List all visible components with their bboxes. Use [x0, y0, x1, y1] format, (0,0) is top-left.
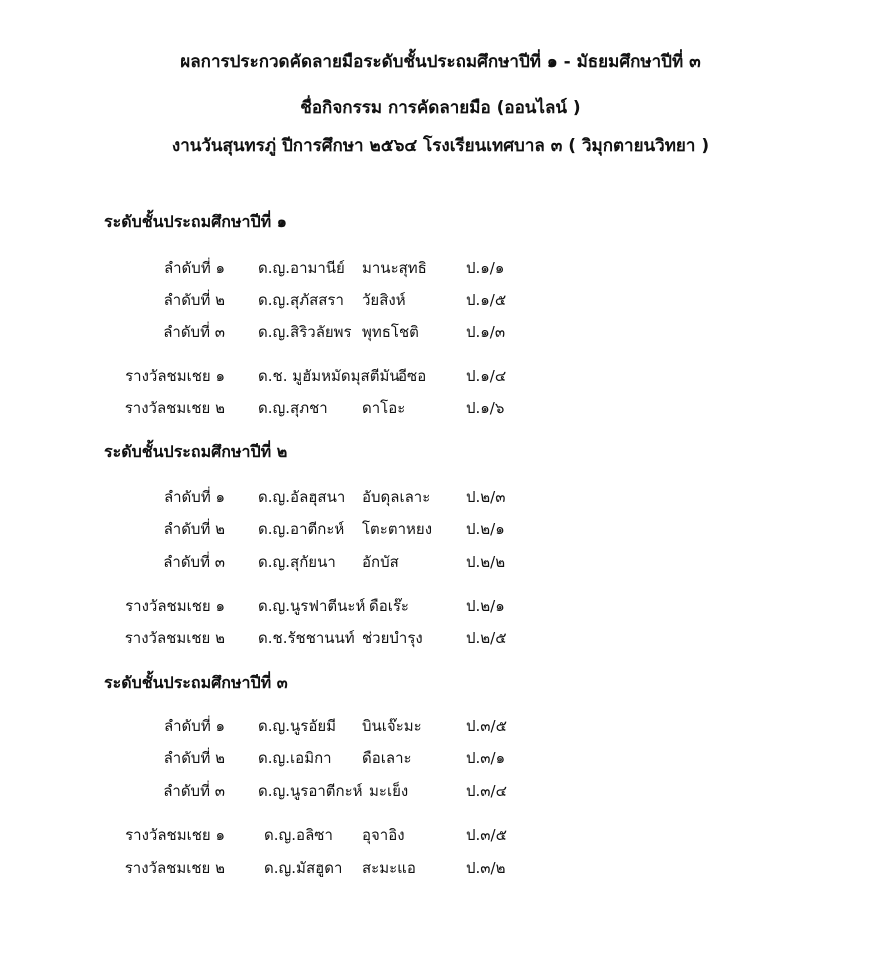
student-surname: วัยสิงห์ [362, 291, 406, 309]
student-surname: ช่วยบำรุง [362, 629, 423, 647]
student-surname: ดาโอะ [362, 399, 406, 417]
student-surname: อุจาอิง [362, 826, 405, 844]
student-name: ด.ญ.นูรอัยมี [258, 717, 337, 735]
result-row [0, 396, 881, 420]
rank-label: ลำดับที่ ๑ [163, 488, 225, 506]
result-row [0, 823, 881, 847]
student-surname: อับดุลเลาะ [362, 488, 431, 506]
section-title-p1: ระดับชั้นประถมศึกษาปีที่ ๑ [104, 212, 287, 231]
student-name: ด.ญ.มัสฮูดา [264, 859, 343, 877]
class-label: ป.๑/๕ [466, 291, 507, 309]
class-label: ป.๒/๕ [466, 629, 507, 647]
student-surname: อักบัส [362, 553, 399, 571]
student-surname: บินเจ๊ะมะ [362, 717, 422, 735]
class-label: ป.๓/๒ [466, 859, 506, 877]
rank-label: ลำดับที่ ๑ [163, 717, 225, 735]
result-row [0, 364, 881, 388]
rank-label: ลำดับที่ ๑ [163, 259, 225, 277]
result-row [0, 517, 881, 541]
header-line-3: งานวันสุนทรภู่ ปีการศึกษา ๒๕๖๔ โรงเรียนเทศบาล ๓ ( วิมุกตายนวิทยา ) [171, 136, 710, 156]
rank-label: รางวัลชมเชย ๑ [125, 826, 225, 844]
result-row [0, 746, 881, 770]
student-surname: ดือเลาะ [362, 749, 412, 767]
student-name: ด.ช. มูฮัมหมัดมุสตีมัน [258, 367, 400, 385]
result-row [0, 714, 881, 738]
result-row [0, 626, 881, 650]
class-label: ป.๒/๑ [466, 520, 505, 538]
student-name: ด.ญ.นูรฟาตีนะห์ [258, 597, 366, 615]
student-name: ด.ญ.อาตีกะห์ [258, 520, 345, 538]
result-row [0, 320, 881, 344]
header-line-2: ชื่อกิจกรรม การคัดลายมือ (ออนไลน์ ) [300, 98, 581, 118]
class-label: ป.๒/๓ [466, 488, 506, 506]
student-name: ด.ญ.เอมิกา [258, 749, 332, 767]
class-label: ป.๒/๒ [466, 553, 506, 571]
result-row [0, 485, 881, 509]
class-label: ป.๓/๑ [466, 749, 506, 767]
section-title-p2: ระดับชั้นประถมศึกษาปีที่ ๒ [104, 442, 288, 461]
rank-label: ลำดับที่ ๓ [163, 782, 225, 800]
class-label: ป.๓/๕ [466, 717, 507, 735]
student-name: ด.ญ.อัลฮุสนา [258, 488, 346, 506]
student-surname: มานะสุทธิ [362, 259, 427, 277]
rank-label: ลำดับที่ ๓ [163, 553, 225, 571]
student-surname: พุทธโชติ [362, 323, 419, 341]
student-surname: ดือเร๊ะ [369, 597, 409, 615]
rank-label: รางวัลชมเชย ๑ [125, 597, 225, 615]
rank-label: รางวัลชมเชย ๒ [124, 629, 225, 647]
section-title-p3: ระดับชั้นประถมศึกษาปีที่ ๓ [104, 673, 288, 692]
student-name: ด.ญ.อามานีย์ [258, 259, 345, 277]
student-name: ด.ญ.สุภัสสรา [258, 291, 344, 309]
student-surname: อีซอ [398, 367, 427, 385]
rank-label: รางวัลชมเชย ๑ [125, 367, 225, 385]
student-name: ด.ช.รัชชานนท์ [258, 629, 355, 647]
class-label: ป.๓/๔ [466, 782, 507, 800]
result-row [0, 256, 881, 280]
student-name: ด.ญ.สิริวลัยพร [258, 323, 352, 341]
rank-label: รางวัลชมเชย ๒ [124, 399, 225, 417]
rank-label: ลำดับที่ ๒ [163, 291, 225, 309]
student-name: ด.ญ.อลิซา [264, 826, 333, 844]
student-surname: โตะตาหยง [362, 520, 433, 538]
student-name: ด.ญ.สุภชา [258, 399, 328, 417]
result-row [0, 856, 881, 880]
class-label: ป.๑/๔ [466, 367, 507, 385]
result-row [0, 550, 881, 574]
rank-label: ลำดับที่ ๒ [163, 520, 225, 538]
student-name: ด.ญ.สุกัยนา [258, 553, 336, 571]
student-surname: สะมะแอ [362, 859, 416, 877]
class-label: ป.๒/๑ [466, 597, 505, 615]
class-label: ป.๑/๑ [466, 259, 505, 277]
rank-label: ลำดับที่ ๓ [163, 323, 225, 341]
student-name: ด.ญ.นูรอาตีกะห์ [258, 782, 363, 800]
rank-label: ลำดับที่ ๒ [163, 749, 225, 767]
result-row [0, 288, 881, 312]
student-surname: มะเย็ง [369, 782, 409, 800]
result-row [0, 779, 881, 803]
header-line-1: ผลการประกวดคัดลายมือระดับชั้นประถมศึกษาปีที่ ๑ - มัธยมศึกษาปีที่ ๓ [180, 52, 701, 72]
class-label: ป.๑/๖ [466, 399, 505, 417]
result-row [0, 594, 881, 618]
class-label: ป.๑/๓ [466, 323, 506, 341]
rank-label: รางวัลชมเชย ๒ [124, 859, 225, 877]
class-label: ป.๓/๕ [466, 826, 507, 844]
